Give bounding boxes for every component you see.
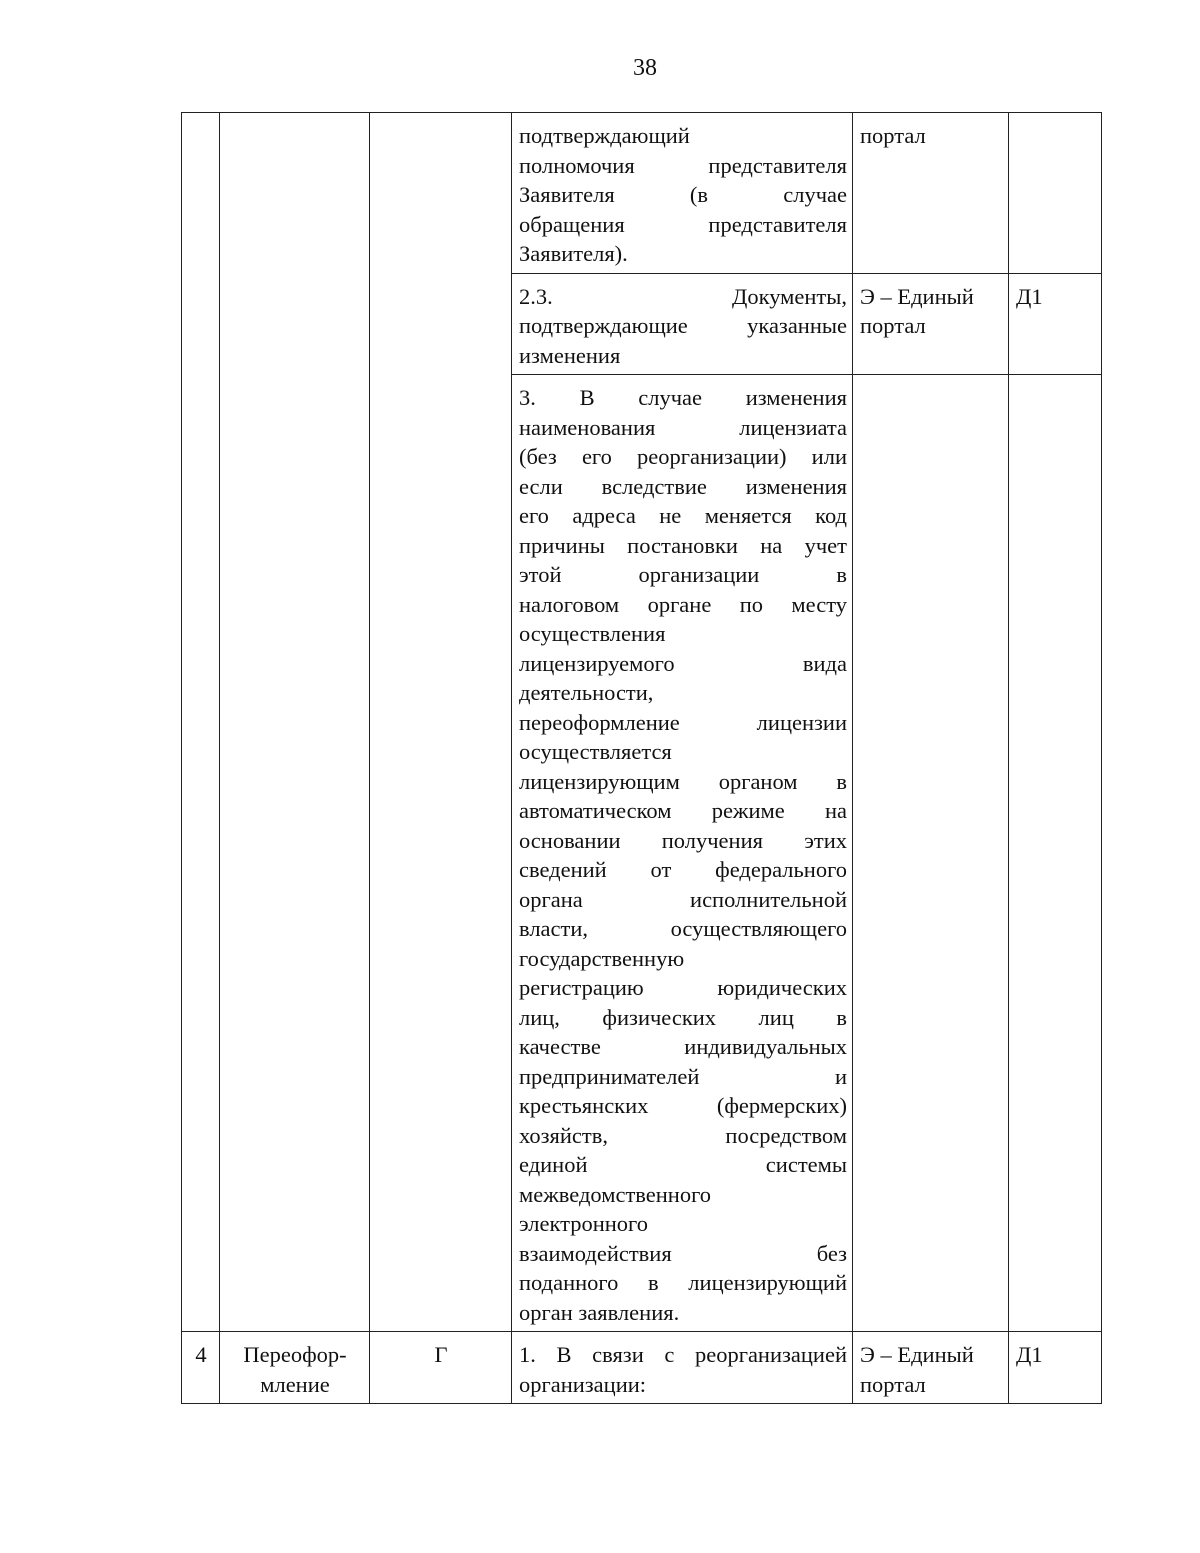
doc-line: лиц, физических лиц в bbox=[519, 1004, 847, 1030]
doc-line: этой организации в bbox=[519, 562, 847, 587]
cell-number bbox=[182, 113, 220, 1332]
cell-form: Д1 bbox=[1009, 273, 1102, 375]
doc-line: регистрацию юридических bbox=[519, 975, 847, 1000]
doc-line: власти, осуществляющего bbox=[519, 916, 847, 941]
doc-line: 3. В случае изменения bbox=[519, 385, 847, 410]
doc-line: лицензирующим органом в bbox=[519, 768, 847, 794]
doc-line: Заявителя (в случае bbox=[519, 182, 847, 207]
doc-line: органа исполнительной bbox=[519, 886, 847, 912]
doc-line: государственную bbox=[519, 945, 685, 971]
page-number: 38 bbox=[633, 55, 657, 81]
cell-documents bbox=[512, 1332, 853, 1404]
doc-line: орган заявления. bbox=[519, 1299, 680, 1325]
service-name-text: Переофор-мление bbox=[243, 1342, 347, 1397]
doc-line: переоформление лицензии bbox=[519, 709, 847, 735]
cell-method: Э – Единый портал bbox=[853, 1332, 1009, 1404]
cell-form bbox=[1009, 113, 1102, 274]
cell-method bbox=[853, 375, 1009, 1332]
doc-line: качестве индивидуальных bbox=[519, 1034, 847, 1059]
doc-line: причины постановки на учет bbox=[519, 532, 847, 558]
doc-line: единой системы bbox=[519, 1152, 847, 1177]
doc-line: основании получения этих bbox=[519, 827, 847, 853]
doc-line: его адреса не меняется код bbox=[519, 503, 847, 528]
doc-line: подтверждающий bbox=[519, 123, 690, 148]
cell-method: Э – Единый портал bbox=[853, 273, 1009, 375]
doc-line: (без его реорганизации) или bbox=[519, 444, 847, 469]
doc-line: изменения bbox=[519, 342, 621, 368]
cell-service-name bbox=[220, 113, 370, 1332]
doc-line: осуществления bbox=[519, 621, 666, 646]
cell-documents bbox=[512, 375, 853, 1332]
doc-line: предпринимателей и bbox=[519, 1063, 847, 1089]
table-row bbox=[182, 1332, 1102, 1404]
doc-line: организации: bbox=[519, 1371, 647, 1397]
doc-line: полномочия представителя bbox=[519, 152, 847, 178]
doc-line: поданного в лицензирующий bbox=[519, 1270, 847, 1295]
doc-line: если вследствие изменения bbox=[519, 473, 847, 499]
doc-line: 1. В связи с реорганизацией bbox=[519, 1342, 847, 1367]
table-row bbox=[182, 113, 1102, 274]
doc-line: взаимодействия без bbox=[519, 1240, 847, 1266]
cell-number: 4 bbox=[182, 1332, 220, 1404]
cell-method: портал bbox=[853, 113, 1009, 274]
doc-line: наименования лицензиата bbox=[519, 414, 847, 440]
doc-line: налоговом органе по месту bbox=[519, 591, 847, 617]
cell-form bbox=[1009, 375, 1102, 1332]
doc-line: осуществляется bbox=[519, 739, 672, 764]
cell-documents bbox=[512, 113, 853, 274]
doc-line: деятельности, bbox=[519, 680, 654, 705]
doc-line: межведомственного bbox=[519, 1181, 712, 1207]
cell-service-name bbox=[220, 1332, 370, 1404]
cell-form: Д1 bbox=[1009, 1332, 1102, 1404]
cell-service-code: Г bbox=[370, 1332, 512, 1404]
doc-line: автоматическом режиме на bbox=[519, 798, 847, 823]
doc-line: крестьянских (фермерских) bbox=[519, 1093, 847, 1118]
doc-line: Заявителя). bbox=[519, 241, 628, 266]
doc-line: лицензируемого вида bbox=[519, 650, 847, 676]
doc-line: электронного bbox=[519, 1211, 648, 1236]
doc-line: подтверждающие указанные bbox=[519, 313, 847, 338]
doc-line: обращения представителя bbox=[519, 211, 847, 237]
cell-documents bbox=[512, 273, 853, 375]
cell-service-code bbox=[370, 113, 512, 1332]
doc-line: 2.3. Документы, bbox=[519, 283, 847, 309]
services-table bbox=[181, 112, 1102, 1404]
doc-line: сведений от федерального bbox=[519, 857, 847, 882]
doc-line: хозяйств, посредством bbox=[519, 1122, 847, 1148]
